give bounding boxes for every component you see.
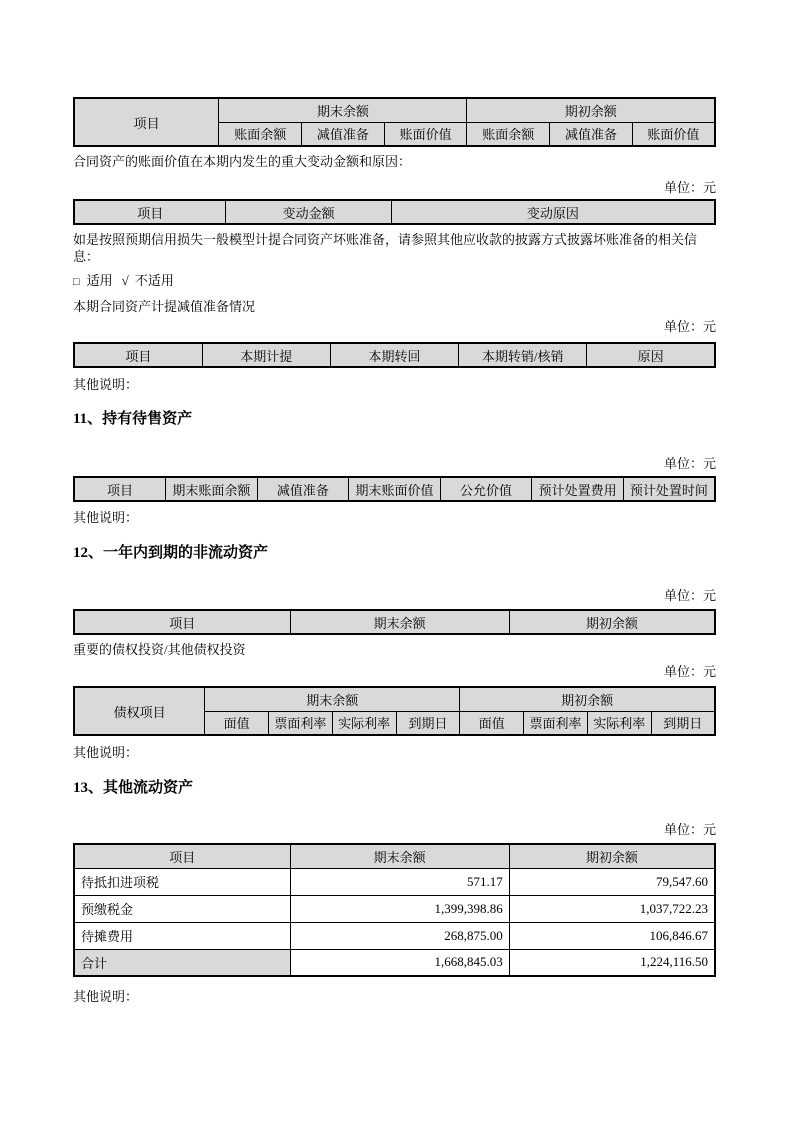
- header-maturity-date: 到期日: [651, 711, 715, 735]
- row-item-label: 待摊费用: [74, 922, 290, 949]
- row-beginning-value: 1,037,722.23: [509, 895, 715, 922]
- row-beginning-value: 79,547.60: [509, 868, 715, 895]
- section-11-heading: 11、持有待售资产: [73, 411, 193, 427]
- header-current-provision: 本期计提: [202, 343, 330, 367]
- ecl-model-note: 如是按照预期信用损失一般模型计提合同资产坏账准备，请参照其他应收款的披露方式披露坏账准备的相关信息：: [73, 232, 698, 264]
- header-ending-balance: 期末余额: [219, 98, 467, 122]
- header-effective-rate: 实际利率: [587, 711, 651, 735]
- table-row: [74, 922, 715, 949]
- other-current-assets-table: [73, 843, 716, 977]
- applicable-line: [73, 272, 716, 291]
- row-ending-value: 1,399,398.86: [290, 895, 509, 922]
- header-change-amount: 变动金额: [226, 200, 391, 224]
- header-item: 项目: [74, 98, 219, 146]
- section-12-heading: 12、一年内到期的非流动资产: [73, 545, 269, 561]
- header-item: 项目: [74, 343, 202, 367]
- debt-investment-note: 重要的债权投资/其他债权投资: [73, 642, 246, 657]
- row-ending-value: 268,875.00: [290, 922, 509, 949]
- unit-label: 单位：元: [663, 822, 716, 837]
- checkbox-unchecked-icon: □: [73, 276, 80, 288]
- total-ending-value: 1,668,845.03: [290, 949, 509, 976]
- held-for-sale-assets-table: [73, 476, 716, 502]
- header-ending-balance: 期末余额: [290, 610, 509, 634]
- header-effective-rate: 实际利率: [332, 711, 396, 735]
- applicable-label: 适用: [86, 273, 113, 288]
- header-beginning-balance: 期初余额: [509, 844, 715, 868]
- due-within-one-year-table: [73, 609, 716, 635]
- header-beginning-balance: 期初余额: [509, 610, 715, 634]
- change-reason-note: 合同资产的账面价值在本期内发生的重大变动金额和原因：: [73, 154, 412, 169]
- header-est-disposal-cost: 预计处置费用: [532, 477, 624, 501]
- header-impairment-provision: 减值准备: [257, 477, 349, 501]
- header-ending-book-balance: 期末账面余额: [166, 477, 258, 501]
- header-item: 项目: [74, 844, 290, 868]
- table-row: [74, 868, 715, 895]
- header-book-value: 账面价值: [632, 122, 715, 146]
- header-book-balance: 账面余额: [467, 122, 550, 146]
- header-impairment-provision: 减值准备: [302, 122, 385, 146]
- contract-assets-change-table: [73, 199, 716, 225]
- other-notes-label: 其他说明：: [73, 377, 139, 392]
- check-mark-icon: √: [121, 273, 129, 288]
- header-item: 项目: [74, 610, 290, 634]
- contract-assets-balance-table: [73, 97, 716, 147]
- total-row: [74, 949, 715, 976]
- header-beginning-balance: 期初余额: [467, 98, 715, 122]
- unit-label: 单位：元: [663, 664, 716, 679]
- other-notes-label: 其他说明：: [73, 510, 139, 525]
- row-item-label: 预缴税金: [74, 895, 290, 922]
- row-ending-value: 571.17: [290, 868, 509, 895]
- header-coupon-rate: 票面利率: [269, 711, 333, 735]
- other-notes-label: 其他说明：: [73, 989, 139, 1004]
- provision-note: 本期合同资产计提减值准备情况: [73, 299, 256, 314]
- header-coupon-rate: 票面利率: [524, 711, 588, 735]
- total-beginning-value: 1,224,116.50: [509, 949, 715, 976]
- header-reason: 原因: [587, 343, 715, 367]
- header-face-value: 面值: [205, 711, 269, 735]
- header-maturity-date: 到期日: [396, 711, 460, 735]
- unit-label: 单位：元: [663, 319, 716, 334]
- header-impairment-provision: 减值准备: [550, 122, 633, 146]
- row-item-label: 待抵扣进项税: [74, 868, 290, 895]
- header-book-balance: 账面余额: [219, 122, 302, 146]
- header-ending-balance: 期末余额: [205, 687, 460, 711]
- header-book-value: 账面价值: [384, 122, 467, 146]
- unit-label: 单位：元: [663, 588, 716, 603]
- header-est-disposal-time: 预计处置时间: [623, 477, 715, 501]
- section-13-heading: 13、其他流动资产: [73, 780, 194, 796]
- header-fair-value: 公允价值: [440, 477, 532, 501]
- not-applicable-label: 不适用: [134, 273, 174, 288]
- row-beginning-value: 106,846.67: [509, 922, 715, 949]
- header-beginning-balance: 期初余额: [460, 687, 715, 711]
- header-item: 项目: [74, 477, 166, 501]
- table-row: [74, 895, 715, 922]
- header-current-reversal: 本期转回: [330, 343, 458, 367]
- header-debt-item: 债权项目: [74, 687, 205, 735]
- header-item: 项目: [74, 200, 226, 224]
- unit-label: 单位：元: [663, 456, 716, 471]
- header-current-writeoff: 本期转销/核销: [459, 343, 587, 367]
- total-label: 合计: [74, 949, 290, 976]
- other-notes-label: 其他说明：: [73, 745, 139, 760]
- header-change-reason: 变动原因: [391, 200, 715, 224]
- unit-label: 单位：元: [663, 180, 716, 195]
- header-ending-book-value: 期末账面价值: [349, 477, 441, 501]
- contract-assets-provision-table: [73, 342, 716, 368]
- header-ending-balance: 期末余额: [290, 844, 509, 868]
- header-face-value: 面值: [460, 711, 524, 735]
- debt-investment-table: [73, 686, 716, 736]
